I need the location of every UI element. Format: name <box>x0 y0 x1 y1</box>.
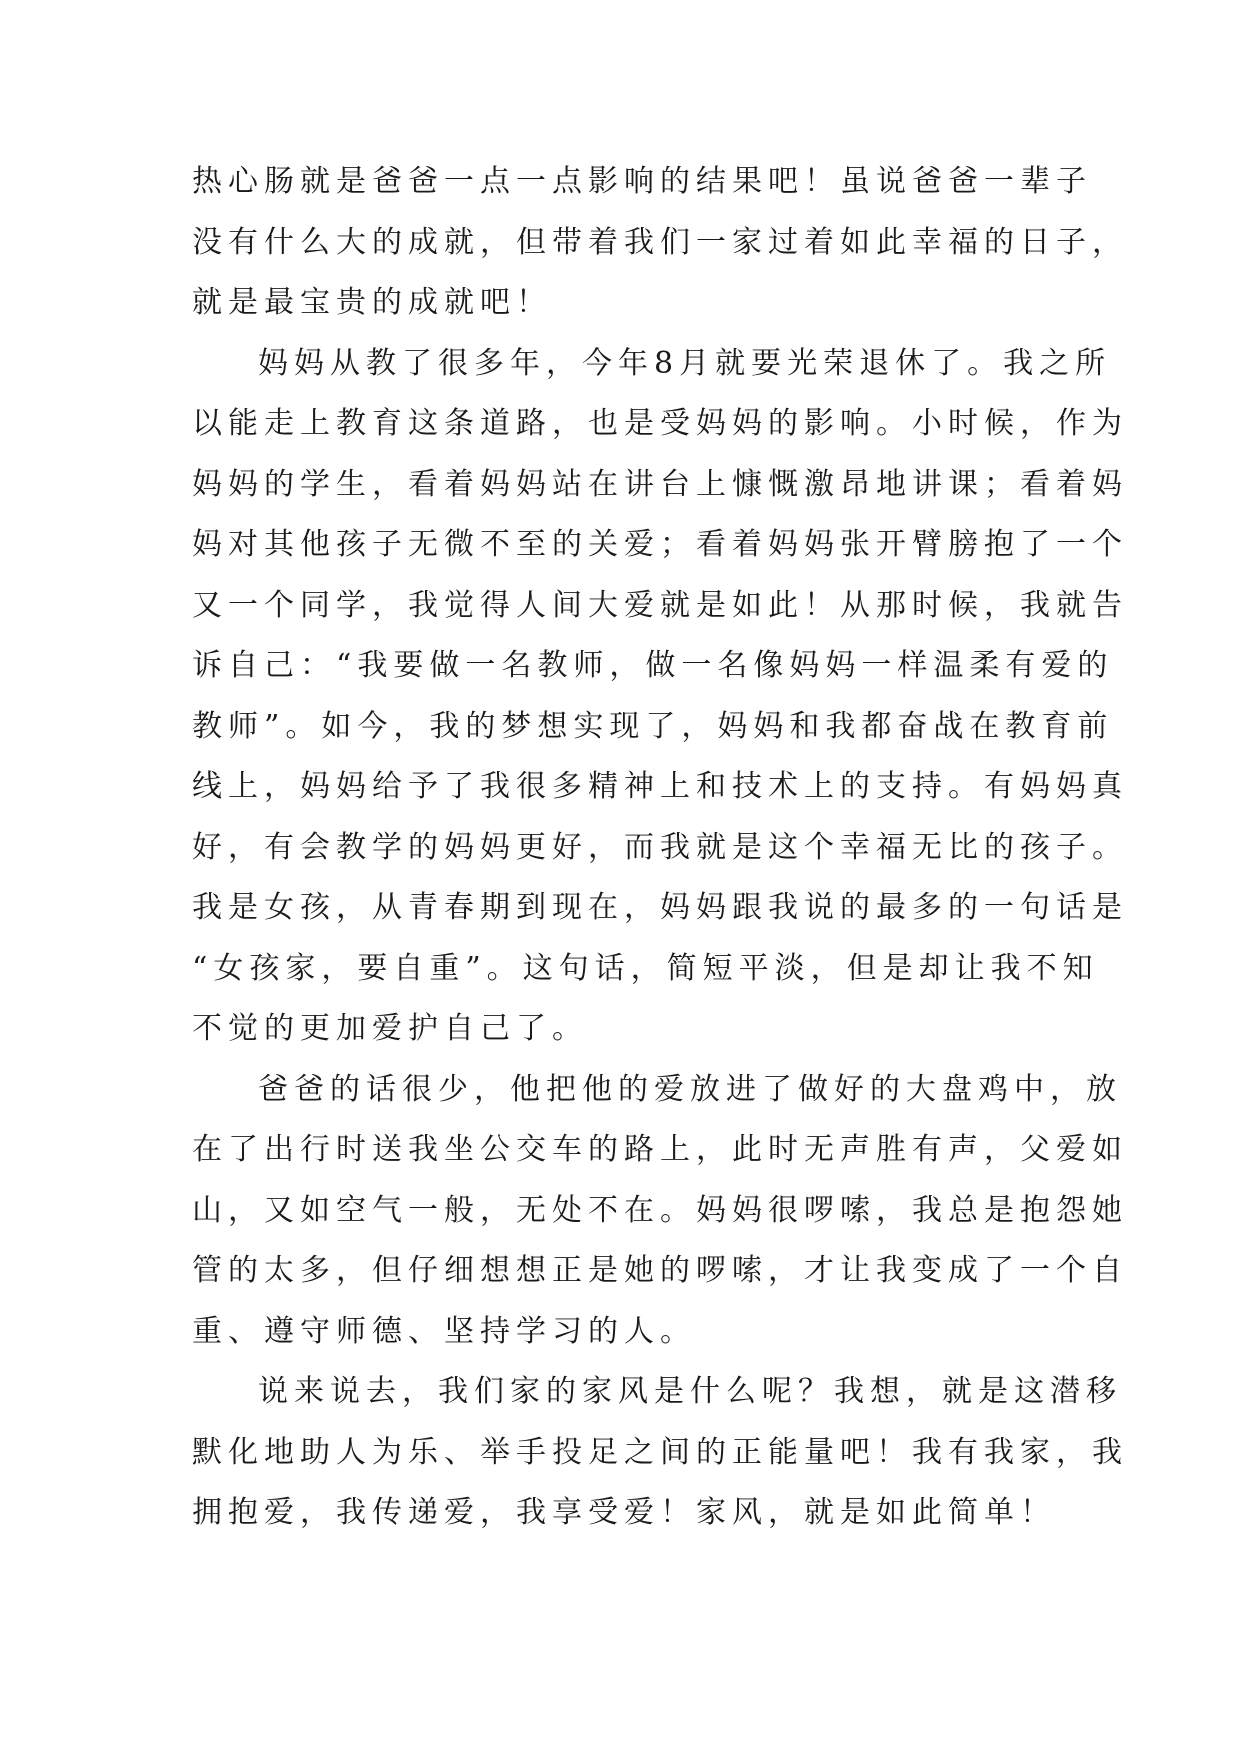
text-line: 妈对其他孩子无微不至的关爱；看着妈妈张开臂膀抱了一个 <box>192 527 1128 562</box>
text-line: 管的太多，但仔细想想正是她的啰嗦，才让我变成了一个自 <box>192 1253 1128 1288</box>
text-line: 线上，妈妈给予了我很多精神上和技术上的支持。有妈妈真 <box>192 769 1128 804</box>
text-line: 不觉的更加爱护自己了。 <box>192 1011 588 1046</box>
text-line: “女孩家，要自重”。这句话，简短平淡，但是却让我不知 <box>192 950 1099 986</box>
text-line: 热心肠就是爸爸一点一点影响的结果吧！虽说爸爸一辈子 <box>192 164 1092 199</box>
paragraph-3 <box>192 1060 1128 1363</box>
paragraph-1 <box>192 152 1128 334</box>
text-line: 以能走上教育这条道路，也是受妈妈的影响。小时候，作为 <box>192 406 1128 441</box>
paragraph-2 <box>192 334 1128 1060</box>
text-line: 没有什么大的成就，但带着我们一家过着如此幸福的日子， <box>192 224 1128 260</box>
text-line: 爸爸的话很少，他把他的爱放进了做好的大盘鸡中，放 <box>258 1071 1122 1107</box>
text-line: 又一个同学，我觉得人间大爱就是如此！从那时候，我就告 <box>192 587 1128 623</box>
text-line: 教师”。如今，我的梦想实现了，妈妈和我都奋战在教育前 <box>192 708 1114 744</box>
paragraph-4 <box>192 1362 1128 1544</box>
text-line: 默化地助人为乐、举手投足之间的正能量吧！我有我家，我 <box>192 1434 1128 1470</box>
document-page <box>192 152 1128 1544</box>
text-line: 妈妈的学生，看着妈妈站在讲台上慷慨激昂地讲课；看着妈 <box>192 466 1128 502</box>
text-line: 妈妈从教了很多年，今年8月就要光荣退休了。我之所 <box>258 345 1112 381</box>
text-line: 山，又如空气一般，无处不在。妈妈很啰嗦，我总是抱怨她 <box>192 1192 1128 1228</box>
text-line: 我是女孩，从青春期到现在，妈妈跟我说的最多的一句话是 <box>192 890 1128 925</box>
text-line: 在了出行时送我坐公交车的路上，此时无声胜有声，父爱如 <box>192 1132 1128 1167</box>
text-line: 好，有会教学的妈妈更好，而我就是这个幸福无比的孩子。 <box>192 829 1128 865</box>
text-line: 说来说去，我们家的家风是什么呢？我想，就是这潜移 <box>258 1374 1122 1409</box>
text-line: 就是最宝贵的成就吧！ <box>192 285 552 320</box>
text-line: 重、遵守师德、坚持学习的人。 <box>192 1313 696 1349</box>
text-line: 诉自己：“我要做一名教师，做一名像妈妈一样温柔有爱的 <box>192 648 1114 683</box>
text-line: 拥抱爱，我传递爱，我享受爱！家风，就是如此简单！ <box>192 1495 1056 1530</box>
